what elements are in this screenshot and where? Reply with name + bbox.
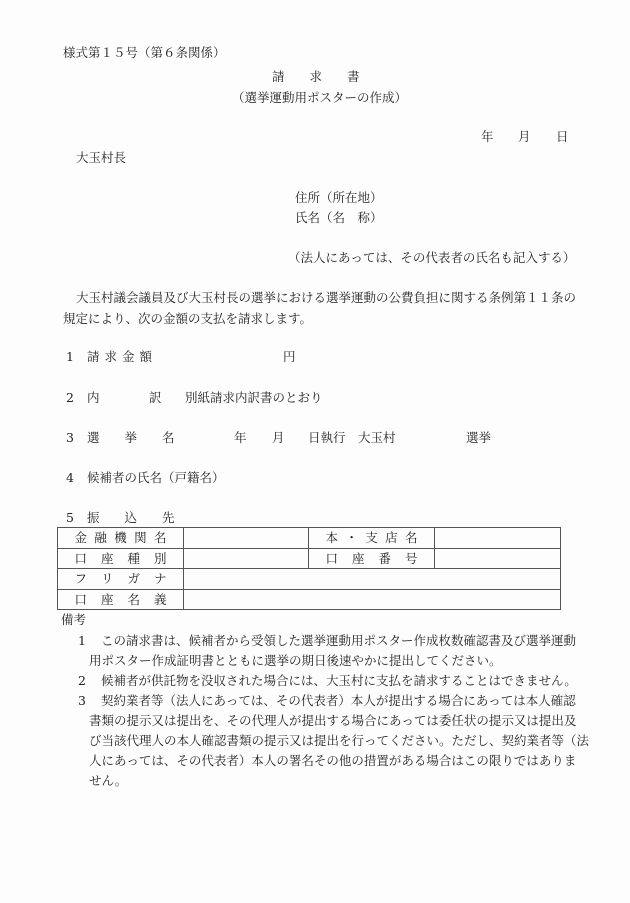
table-row [58, 548, 561, 569]
election-suffix: 選挙 [466, 430, 492, 445]
election-year: 年 [234, 430, 247, 445]
account-holder-label: 口 座 名 義 [58, 589, 184, 610]
form-number: 様式第１５号（第６条関係） [63, 45, 226, 60]
remark-1-line-2: 用ポスター作成証明書とともに選挙の期日後速やかに提出してください。 [89, 653, 502, 668]
remark-2-line-1: 候補者が供託物を没収された場合には、大玉村に支払を請求することはできません。 [101, 673, 577, 688]
table-row [58, 569, 561, 590]
election-executed: 日執行 大玉村 [308, 430, 396, 445]
bank-name-label: 金 融 機 関 名 [58, 528, 184, 549]
table-row [58, 528, 561, 549]
item-2-label-a: 内 [87, 390, 100, 405]
item-3-label: 選 挙 名 [87, 430, 175, 445]
address-label: 住所（所在地） [295, 190, 383, 205]
item-4-label: 候補者の氏名（戸籍名） [87, 470, 225, 485]
furigana-field[interactable] [184, 569, 561, 590]
account-number-label: 口 座 番 号 [309, 548, 435, 569]
intro-line-1: 大玉村議会議員及び大玉村長の選挙における選挙運動の公費負担に関する条例第１１条の [76, 290, 577, 305]
remark-3-line-4: 人にあっては、その代表者）本人の署名その他の措置がある場合はこの限りではありま [89, 753, 577, 768]
intro-line-2: 規定により、次の金額の支払を請求します。 [63, 311, 313, 326]
remark-1-line-1: この請求書は、候補者から受領した選挙運動用ポスター作成枚数確認書及び選挙運動 [101, 633, 577, 648]
account-type-field[interactable] [184, 548, 309, 569]
date-year: 年 [481, 129, 494, 144]
item-1-label: 請求金額 [87, 349, 158, 364]
remark-3-line-2: 書類の提示又は提出を、その代理人が提出する場合にあっては委任状の提示又は提出及 [89, 713, 577, 728]
table-row [58, 589, 561, 610]
item-4-number: 4 [66, 470, 74, 485]
remark-2-number: 2 [78, 673, 86, 688]
representative-note: （法人にあっては、その代表者の氏名も記入する） [288, 250, 576, 265]
branch-name-field[interactable] [435, 528, 561, 549]
item-5-label: 振 込 先 [87, 510, 175, 525]
election-month: 月 [272, 430, 285, 445]
account-holder-field[interactable] [184, 589, 561, 610]
document-title: 請 求 書 [272, 69, 360, 84]
item-3-number: 3 [66, 430, 74, 445]
remark-3-line-1: 契約業者等（法人にあっては、その代表者）本人が提出する場合にあっては本人確認 [101, 693, 576, 708]
remark-3-line-3: び当該代理人の本人確認書類の提示又は提出を行ってください。ただし、契約業者等（法 [89, 733, 590, 748]
remark-3-line-5: せん。 [89, 773, 128, 788]
account-type-label: 口 座 種 別 [58, 548, 184, 569]
bank-account-table [57, 527, 561, 610]
name-label: 氏名（名 称） [295, 210, 383, 225]
item-2-number: 2 [66, 390, 74, 405]
remark-3-number: 3 [78, 693, 86, 708]
date-month: 月 [518, 129, 531, 144]
account-number-field[interactable] [435, 548, 561, 569]
document-subtitle: （選挙運動用ポスターの作成） [232, 90, 408, 105]
item-5-number: 5 [66, 510, 74, 525]
bank-name-field[interactable] [184, 528, 309, 549]
addressee: 大玉村長 [76, 150, 127, 165]
remark-1-number: 1 [78, 633, 86, 648]
date-day: 日 [556, 129, 569, 144]
item-1-number: 1 [66, 349, 74, 364]
amount-unit: 円 [283, 349, 296, 364]
remarks-heading: 備考 [61, 612, 87, 627]
breakdown-value: 別紙請求内訳書のとおり [185, 390, 323, 405]
furigana-label: フ リ ガ ナ [58, 569, 184, 590]
item-2-label-b: 訳 [149, 390, 162, 405]
branch-name-label: 本 ・ 支 店 名 [309, 528, 435, 549]
